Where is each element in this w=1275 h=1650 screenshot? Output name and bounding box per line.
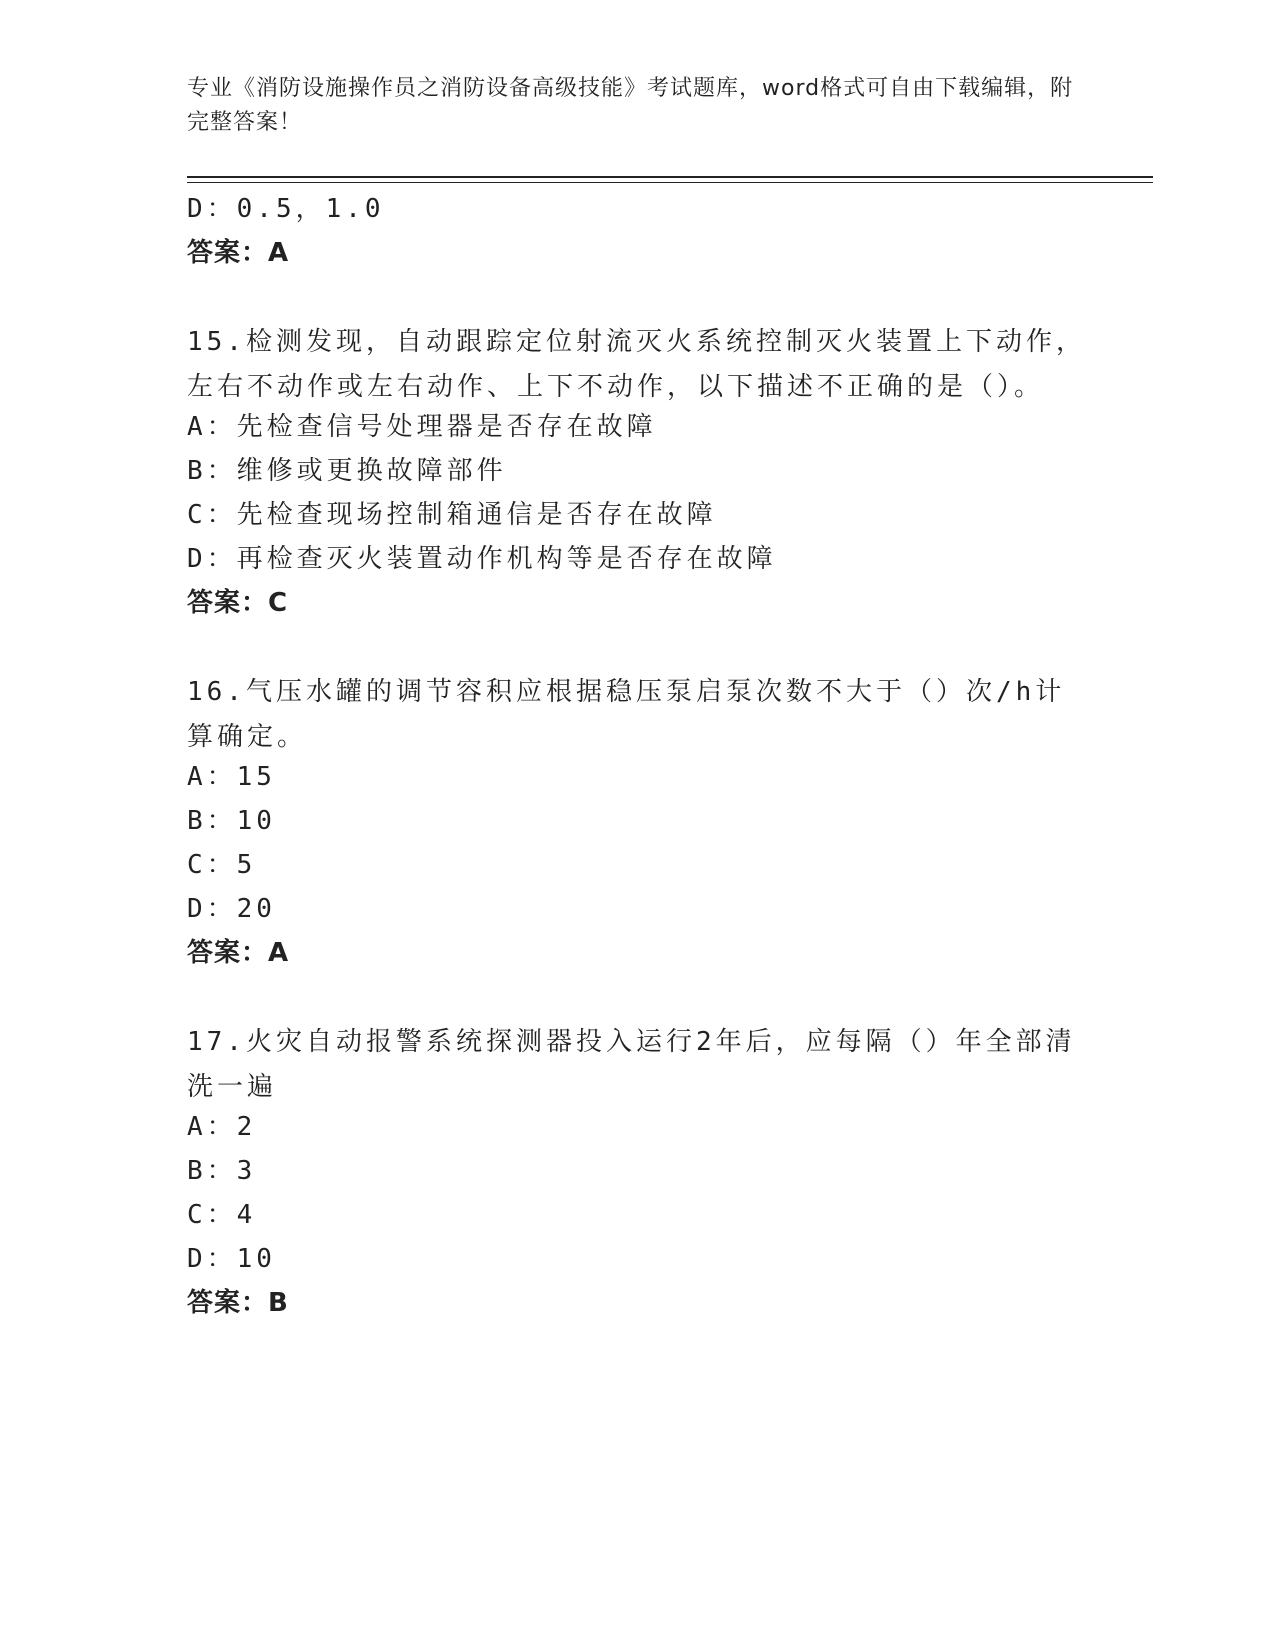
document-header: 专业《消防设施操作员之消防设备高级技能》考试题库，word格式可自由下载编辑，附完整答案！ — [187, 76, 1074, 135]
question-17-option-c: C：4 — [187, 1200, 257, 1230]
question-16-stem: 16.气压水罐的调节容积应根据稳压泵启泵次数不大于（）次/h计算确定。 — [187, 677, 1066, 752]
question-15-option-a: A：先检查信号处理器是否存在故障 — [187, 412, 657, 442]
question-15-option-d: D：再检查灭火装置动作机构等是否存在故障 — [187, 544, 777, 574]
question-15-answer: 答案：C — [187, 588, 289, 618]
question-15-option-c: C：先检查现场控制箱通信是否存在故障 — [187, 500, 717, 530]
question-16-option-a: A：15 — [187, 762, 276, 792]
prev-answer: 答案：A — [187, 238, 290, 268]
question-16-option-c: C：5 — [187, 850, 257, 880]
question-17-answer: 答案：B — [187, 1288, 289, 1318]
question-17-option-d: D：10 — [187, 1244, 276, 1274]
prev-option-d: D：0.5，1.0 — [187, 194, 385, 224]
header-rule-thin — [187, 182, 1153, 183]
question-15-option-b: B：维修或更换故障部件 — [187, 456, 507, 486]
question-16-option-b: B：10 — [187, 806, 276, 836]
question-17-option-b: B：3 — [187, 1156, 257, 1186]
question-16-answer: 答案：A — [187, 938, 290, 968]
question-16-option-d: D：20 — [187, 894, 276, 924]
question-15-stem: 15.检测发现，自动跟踪定位射流灭火系统控制灭火装置上下动作，左右不动作或左右动作、上下不动作，以下描述不正确的是（）。 — [187, 327, 1086, 402]
header-rule-thick — [187, 176, 1153, 178]
question-17-stem: 17.火灾自动报警系统探测器投入运行2年后，应每隔（）年全部清洗一遍 — [187, 1027, 1076, 1102]
question-17-option-a: A：2 — [187, 1112, 257, 1142]
